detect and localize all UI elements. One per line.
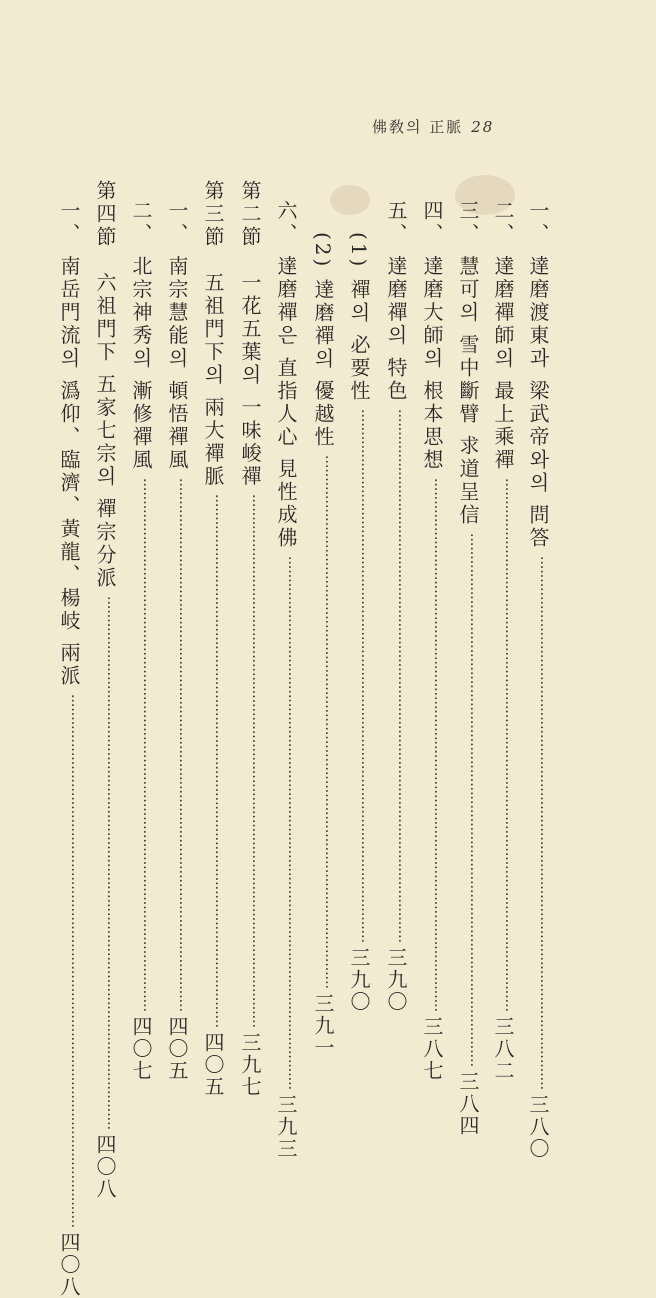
leader-dots: ························································································································ bbox=[533, 556, 549, 1091]
page-number: 28 bbox=[471, 118, 495, 136]
leader-dots: ························································································································ bbox=[64, 694, 80, 1229]
toc-entry-title: 五、 達磨禪의 特色 bbox=[384, 200, 408, 403]
leader-dots: ························································································································ bbox=[208, 494, 224, 1029]
leader-dots: ························································································································ bbox=[498, 477, 514, 1012]
toc-entry-page: 四〇五 bbox=[165, 1015, 189, 1082]
toc-entry-page: 四〇七 bbox=[129, 1015, 153, 1082]
running-head bbox=[372, 116, 494, 137]
leader-dots: ························································································································ bbox=[100, 595, 116, 1130]
running-head-title: 佛敎의 正脈 bbox=[372, 118, 464, 136]
leader-dots: ························································································································ bbox=[136, 477, 152, 1012]
toc-entry-page: 四〇八 bbox=[57, 1232, 81, 1298]
toc-entry-title: 四、 達磨大師의 根本思想 bbox=[420, 200, 444, 472]
toc-entry-page: 四〇八 bbox=[93, 1133, 117, 1200]
leader-dots: ························································································································ bbox=[354, 409, 370, 944]
toc-entry-title: 一、 南宗慧能의 頓悟禪風 bbox=[165, 200, 189, 472]
toc-entry-title: 第四節 六祖門下 五家七宗의 禪宗分派 bbox=[93, 180, 117, 590]
toc-entry-page: 三八二 bbox=[491, 1015, 515, 1082]
leader-dots: ························································································································ bbox=[427, 477, 443, 1012]
toc-entry bbox=[93, 180, 117, 1200]
toc-entry-title: 二、 達磨禪師의 最上乘禪 bbox=[491, 200, 515, 472]
toc-entry bbox=[57, 200, 81, 1298]
toc-entry-title: 三、 慧可의 雪中斷臂 求道呈信 bbox=[456, 200, 480, 528]
toc-entry bbox=[165, 200, 189, 1082]
toc-entry bbox=[238, 180, 262, 1099]
toc-entry-title: 六、 達磨禪은 直指人心 見性成佛 bbox=[274, 200, 298, 551]
leader-dots: ························································································································ bbox=[281, 556, 297, 1091]
toc-entry-page: 三九〇 bbox=[384, 946, 408, 1013]
toc-entry bbox=[526, 200, 550, 1161]
leader-dots: ························································································································ bbox=[463, 533, 479, 1068]
toc-entry-page: 三八七 bbox=[420, 1015, 444, 1082]
toc-entry-title: 二、 北宗神秀의 漸修禪風 bbox=[129, 200, 153, 472]
leader-dots: ························································································································ bbox=[245, 494, 261, 1029]
toc-entry bbox=[456, 200, 480, 1138]
toc-entry bbox=[420, 200, 444, 1082]
paper-stain bbox=[330, 185, 370, 215]
toc-entry bbox=[311, 232, 335, 1060]
toc-entry-title: 第三節 五祖門下의 兩大禪脈 bbox=[201, 180, 225, 489]
toc-entry-page: 三八〇 bbox=[526, 1094, 550, 1161]
toc-entry bbox=[491, 200, 515, 1082]
toc-entry-page: 三九〇 bbox=[347, 947, 371, 1014]
toc-entry-title: 一、 南岳門流의 潙仰、臨濟、黃龍、楊岐 兩派 bbox=[57, 200, 81, 689]
toc-entry bbox=[274, 200, 298, 1161]
toc-entry-title: 一、 達磨渡東과 梁武帝와의 問答 bbox=[526, 200, 550, 551]
toc-entry bbox=[201, 180, 225, 1099]
toc-entry-page: 三九七 bbox=[238, 1032, 262, 1099]
toc-entry bbox=[384, 200, 408, 1013]
toc-entry bbox=[129, 200, 153, 1082]
toc-entry bbox=[347, 232, 371, 1014]
toc-entry-page: 三八四 bbox=[456, 1071, 480, 1138]
toc-entry-title: (1) 禪의 必要性 bbox=[347, 232, 371, 404]
leader-dots: ························································································································ bbox=[318, 455, 334, 990]
toc-entry-page: 三九三 bbox=[274, 1094, 298, 1161]
toc-entry-title: (2) 達磨禪의 優越性 bbox=[311, 232, 335, 450]
leader-dots: ························································································································ bbox=[172, 477, 188, 1012]
leader-dots: ························································································································ bbox=[391, 408, 407, 943]
toc-entry-page: 四〇五 bbox=[201, 1032, 225, 1099]
toc-entry-page: 三九一 bbox=[311, 993, 335, 1060]
toc-entry-title: 第二節 一花五葉의 一味峻禪 bbox=[238, 180, 262, 489]
